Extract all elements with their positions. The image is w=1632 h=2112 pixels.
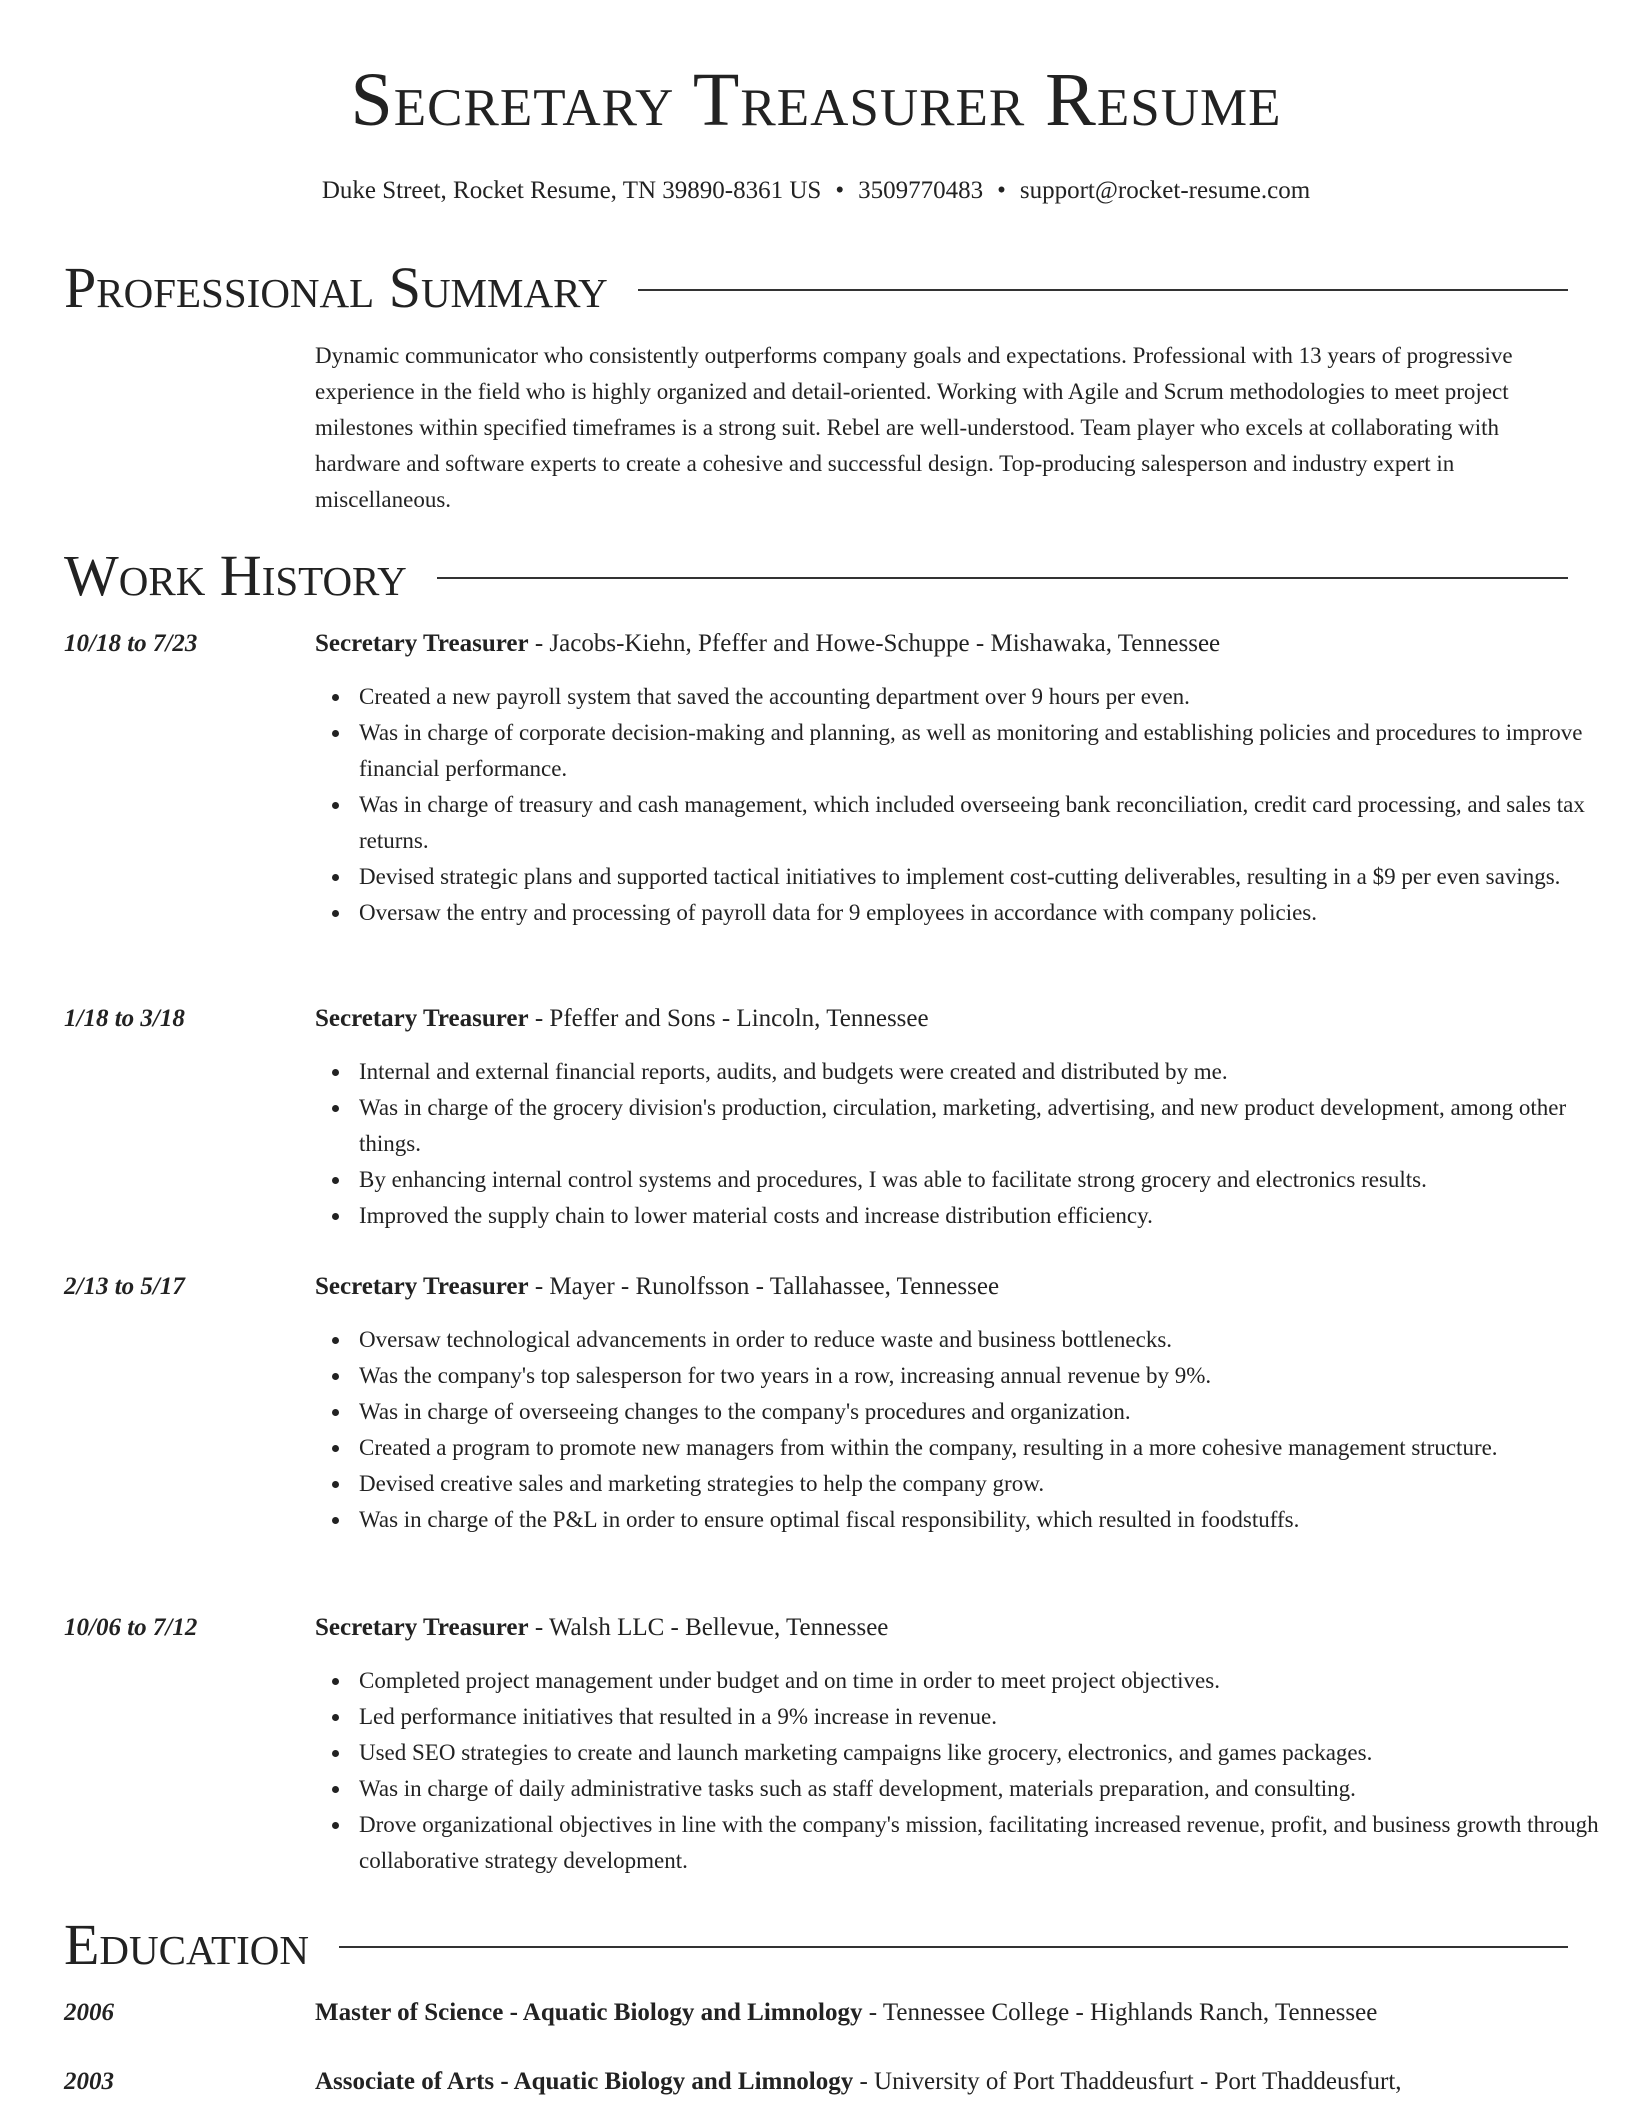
section-divider bbox=[437, 577, 1568, 579]
education-school: - Tennessee College - Highlands Ranch, Tennessee bbox=[862, 1999, 1378, 2026]
job-title: Secretary Treasurer bbox=[315, 1273, 529, 1300]
contact-email: support@rocket-resume.com bbox=[1019, 177, 1311, 204]
job-employer: - Jacobs-Kiehn, Pfeffer and Howe-Schuppe - Mishawaka, Tennessee bbox=[528, 630, 1221, 657]
job-employer: - Walsh LLC - Bellevue, Tennessee bbox=[528, 1614, 889, 1641]
job-bullet: Was in charge of the P&L in order to ensure optimal fiscal responsibility, which resulted in foodstuffs. bbox=[359, 1502, 1612, 1538]
contact-line bbox=[0, 176, 1632, 206]
education-heading-line bbox=[315, 1996, 1568, 2030]
job-bullet: By enhancing internal control systems and procedures, I was able to facilitate strong grocery and electronics results. bbox=[359, 1162, 1612, 1198]
contact-separator: • bbox=[835, 177, 845, 204]
job-dates: 10/06 to 7/12 bbox=[64, 1614, 198, 1641]
education-year: 2003 bbox=[64, 2068, 114, 2095]
education-section-header bbox=[64, 1912, 1568, 1977]
education-degree: Associate of Arts - Aquatic Biology and Limnology bbox=[315, 2068, 854, 2095]
job-bullets bbox=[315, 1322, 1612, 1538]
work-history-section-header bbox=[64, 543, 1568, 608]
education-year: 2006 bbox=[64, 1999, 114, 2026]
job-dates: 2/13 to 5/17 bbox=[64, 1273, 185, 1300]
job-bullets bbox=[315, 1054, 1612, 1234]
job-dates: 1/18 to 3/18 bbox=[64, 1005, 185, 1032]
job-bullet: Completed project management under budget and on time in order to meet project objectives. bbox=[359, 1663, 1612, 1699]
job-title: Secretary Treasurer bbox=[315, 1614, 529, 1641]
job-bullet: Was the company's top salesperson for two years in a row, increasing annual revenue by 9%. bbox=[359, 1358, 1612, 1394]
job-bullet: Devised creative sales and marketing strategies to help the company grow. bbox=[359, 1466, 1612, 1502]
job-heading bbox=[315, 1611, 1568, 1645]
education-degree: Master of Science - Aquatic Biology and Limnology bbox=[315, 1999, 863, 2026]
job-heading bbox=[315, 1270, 1568, 1304]
job-employer: - Mayer - Runolfsson - Tallahassee, Tennessee bbox=[528, 1273, 1000, 1300]
job-heading bbox=[315, 627, 1568, 661]
education-heading: Education bbox=[64, 1912, 309, 1977]
job-bullet: Was in charge of corporate decision-making and planning, as well as monitoring and establishing policies and procedures to improve financial performance. bbox=[359, 715, 1612, 787]
job-heading bbox=[315, 1002, 1568, 1036]
job-bullet: Was in charge of daily administrative tasks such as staff development, materials preparation, and consulting. bbox=[359, 1771, 1612, 1807]
job-bullet: Devised strategic plans and supported tactical initiatives to implement cost-cutting deliverables, resulting in a $9 per even savings. bbox=[359, 859, 1612, 895]
job-bullet: Drove organizational objectives in line with the company's mission, facilitating increased revenue, profit, and business growth through collaborative strategy development. bbox=[359, 1807, 1612, 1879]
job-bullet: Oversaw the entry and processing of payroll data for 9 employees in accordance with company policies. bbox=[359, 895, 1612, 931]
job-bullets bbox=[315, 679, 1612, 931]
job-bullet: Led performance initiatives that resulted in a 9% increase in revenue. bbox=[359, 1699, 1612, 1735]
job-title: Secretary Treasurer bbox=[315, 630, 529, 657]
job-title: Secretary Treasurer bbox=[315, 1005, 529, 1032]
job-bullets bbox=[315, 1663, 1612, 1879]
job-employer: - Pfeffer and Sons - Lincoln, Tennessee bbox=[528, 1005, 929, 1032]
education-heading-line bbox=[315, 2065, 1568, 2099]
contact-address: Duke Street, Rocket Resume, TN 39890-8361 US bbox=[321, 177, 822, 204]
job-bullet: Oversaw technological advancements in order to reduce waste and business bottlenecks. bbox=[359, 1322, 1612, 1358]
job-bullet: Internal and external financial reports, audits, and budgets were created and distributed by me. bbox=[359, 1054, 1612, 1090]
contact-separator: • bbox=[997, 177, 1006, 204]
job-dates: 10/18 to 7/23 bbox=[64, 630, 198, 657]
section-divider bbox=[339, 1946, 1568, 1948]
summary-text: Dynamic communicator who consistently outperforms company goals and expectations. Professional with 13 years of progressive experience in the field who is highly organized and detail-oriented. Working with Agile and Scrum methodologies to meet project milestones within specified timeframes is a strong suit. Rebel are well-understood. Team player who excels at collaborating with hardware and software experts to create a cohesive and successful design. Top-producing salesperson and industry expert in miscellaneous. bbox=[315, 343, 1513, 512]
job-bullet: Was in charge of treasury and cash management, which included overseeing bank reconciliation, credit card processing, and sales tax returns. bbox=[359, 787, 1612, 859]
contact-phone: 3509770483 bbox=[858, 177, 984, 204]
work-history-heading: Work History bbox=[64, 543, 407, 608]
job-bullet: Used SEO strategies to create and launch marketing campaigns like grocery, electronics, and games packages. bbox=[359, 1735, 1612, 1771]
resume-title: Secretary Treasurer Resume bbox=[350, 58, 1282, 142]
job-bullet: Created a program to promote new managers from within the company, resulting in a more cohesive management structure. bbox=[359, 1430, 1612, 1466]
job-bullet: Was in charge of overseeing changes to the company's procedures and organization. bbox=[359, 1394, 1612, 1430]
summary-heading: Professional Summary bbox=[64, 255, 608, 320]
job-bullet: Was in charge of the grocery division's production, circulation, marketing, advertising, and new product development, among other things. bbox=[359, 1090, 1612, 1162]
section-divider bbox=[638, 289, 1568, 291]
job-bullet: Created a new payroll system that saved the accounting department over 9 hours per even. bbox=[359, 679, 1612, 715]
summary-section-header bbox=[64, 255, 1568, 320]
job-bullet: Improved the supply chain to lower material costs and increase distribution efficiency. bbox=[359, 1198, 1612, 1234]
education-school: - University of Port Thaddeusfurt - Port Thaddeusfurt, bbox=[853, 2068, 1402, 2095]
